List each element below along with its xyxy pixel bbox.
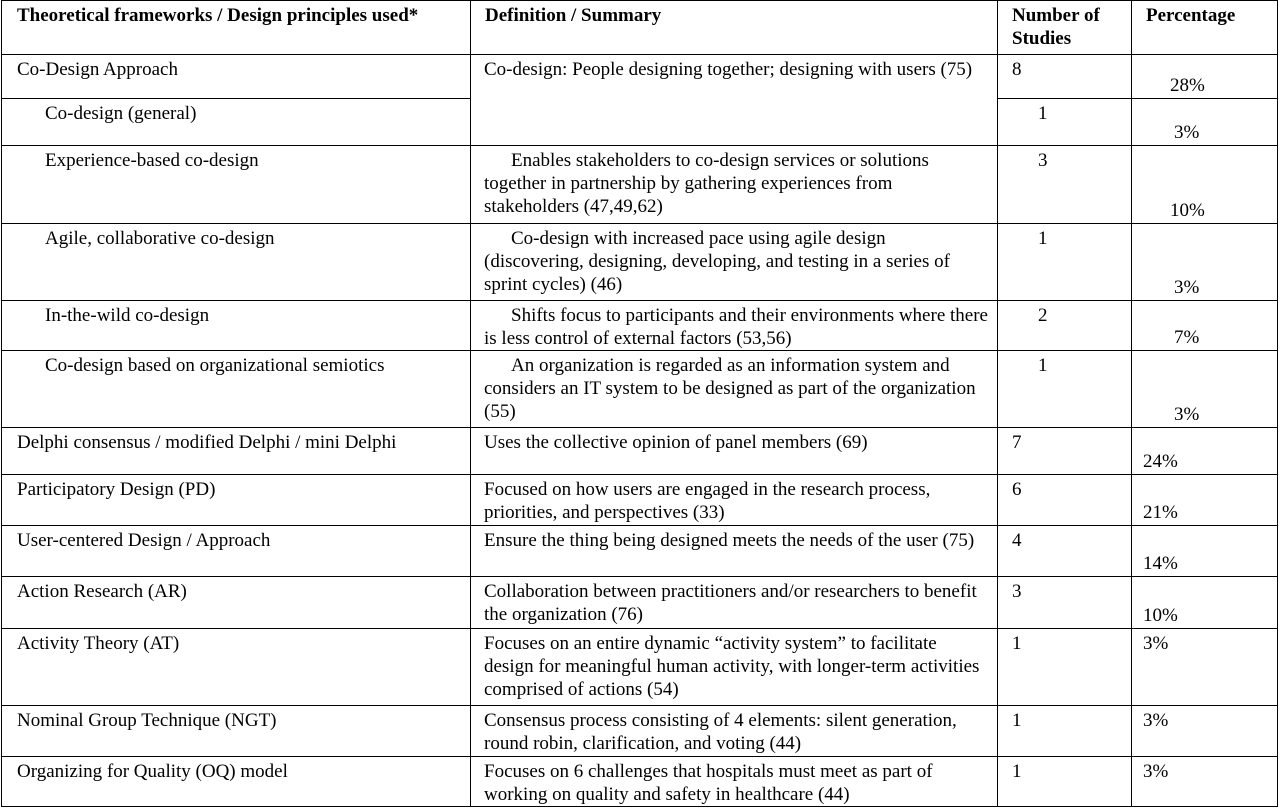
table-row (2, 706, 1278, 757)
row-number: 8 (998, 55, 1132, 99)
row-number: 1 (998, 757, 1132, 807)
row-number: 1 (998, 629, 1132, 706)
row-number: 2 (998, 301, 1132, 351)
table-row (2, 526, 1278, 577)
row-label: Agile, collaborative co-design (2, 224, 471, 301)
row-percentage: 3% (1132, 706, 1278, 757)
header-percentage: Percentage (1132, 1, 1278, 55)
row-number: 3 (998, 577, 1132, 629)
table-row (2, 301, 1278, 351)
header-number: Number of Studies (998, 1, 1132, 55)
frameworks-table (1, 0, 1278, 807)
table-row (2, 757, 1278, 807)
row-definition: Co-design with increased pace using agile design (discovering, designing, developing, and testing in a series of sprint cycles) (46) (471, 224, 998, 301)
row-label: Nominal Group Technique (NGT) (2, 706, 471, 757)
header-definition: Definition / Summary (471, 1, 998, 55)
row-definition: Shifts focus to participants and their environments where there is less control of external factors (53,56) (471, 301, 998, 351)
row-percentage: 3% (1132, 224, 1278, 301)
row-number: 3 (998, 146, 1132, 224)
table-row (2, 577, 1278, 629)
row-number: 1 (998, 224, 1132, 301)
table-row (2, 351, 1278, 428)
row-percentage: 24% (1132, 428, 1278, 475)
row-definition: Focuses on an entire dynamic “activity system” to facilitate design for meaningful human activity, with longer-term activities comprised of actions (54) (471, 629, 998, 706)
row-number: 1 (998, 706, 1132, 757)
row-definition: Enables stakeholders to co-design services or solutions together in partnership by gathering experiences from stakeholders (47,49,62) (471, 146, 998, 224)
row-definition: Uses the collective opinion of panel members (69) (471, 428, 998, 475)
row-label: Action Research (AR) (2, 577, 471, 629)
header-row (2, 1, 1278, 55)
row-percentage: 7% (1132, 301, 1278, 351)
table-row (2, 146, 1278, 224)
row-number: 6 (998, 475, 1132, 526)
row-label: Organizing for Quality (OQ) model (2, 757, 471, 807)
row-definition: An organization is regarded as an information system and considers an IT system to be designed as part of the organization (55) (471, 351, 998, 428)
header-framework: Theoretical frameworks / Design principles used* (2, 1, 471, 55)
row-definition: Ensure the thing being designed meets the needs of the user (75) (471, 526, 998, 577)
row-definition: Consensus process consisting of 4 elements: silent generation, round robin, clarification, and voting (44) (471, 706, 998, 757)
row-definition: Focused on how users are engaged in the research process, priorities, and perspectives (33) (471, 475, 998, 526)
row-percentage: 21% (1132, 475, 1278, 526)
row-number: 1 (998, 99, 1132, 146)
row-percentage: 3% (1132, 351, 1278, 428)
row-label: Co-design (general) (2, 99, 471, 146)
row-label: Delphi consensus / modified Delphi / mini Delphi (2, 428, 471, 475)
row-label: Experience-based co-design (2, 146, 471, 224)
row-definition: Collaboration between practitioners and/or researchers to benefit the organization (76) (471, 577, 998, 629)
row-number: 7 (998, 428, 1132, 475)
table-row (2, 629, 1278, 706)
row-percentage: 3% (1132, 757, 1278, 807)
row-number: 1 (998, 351, 1132, 428)
row-percentage: 28% (1132, 55, 1278, 99)
row-percentage: 3% (1132, 99, 1278, 146)
row-number: 4 (998, 526, 1132, 577)
row-label: Participatory Design (PD) (2, 475, 471, 526)
row-percentage: 10% (1132, 146, 1278, 224)
row-label: Co-design based on organizational semiotics (2, 351, 471, 428)
row-percentage: 10% (1132, 577, 1278, 629)
row-label: In-the-wild co-design (2, 301, 471, 351)
table-row (2, 428, 1278, 475)
row-label: User-centered Design / Approach (2, 526, 471, 577)
row-definition: Focuses on 6 challenges that hospitals must meet as part of working on quality and safety in healthcare (44) (471, 757, 998, 807)
row-percentage: 14% (1132, 526, 1278, 577)
row-label: Co-Design Approach (2, 55, 471, 99)
row-percentage: 3% (1132, 629, 1278, 706)
row-definition: Co-design: People designing together; designing with users (75) (471, 55, 998, 146)
table-row (2, 55, 1278, 99)
row-label: Activity Theory (AT) (2, 629, 471, 706)
table-row (2, 224, 1278, 301)
table-row (2, 475, 1278, 526)
